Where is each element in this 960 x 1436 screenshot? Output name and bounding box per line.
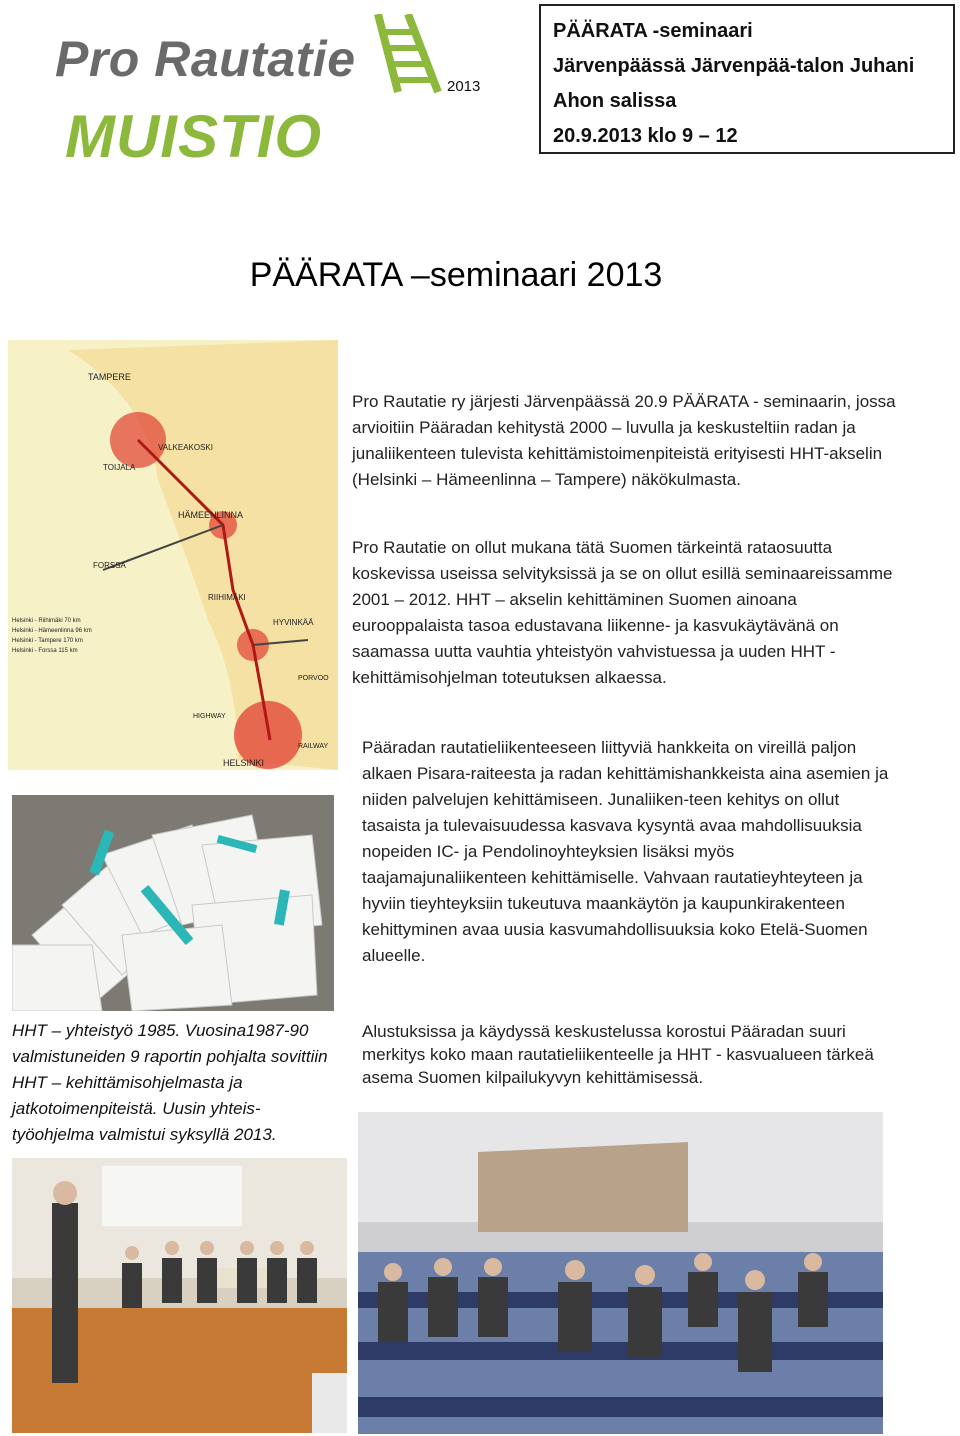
seminar-audience-photo [358,1112,883,1434]
map-label: TAMPERE [88,372,131,382]
map-label: HÄMEENLINNA [178,510,244,520]
map-legend-line: Helsinki - Forssa 115 km [12,648,78,654]
title-line: Järvenpäässä Järvenpää-talon Juhani [553,55,915,77]
conclusion-paragraph: Alustuksissa ja käydyssä keskustelussa korostui Pääradan suuri merkitys koko maan rautatieliikenteelle ja HHT - kasvualueen tärkeä asema Suomen kilpailukyvyn kehittämisessä. [362,1022,874,1087]
map-label: TOIJALA [103,463,136,472]
map-legend-line: Helsinki - Hämeenlinna 96 km [12,628,92,634]
title-line: 20.9.2013 klo 9 – 12 [553,125,738,147]
logo-wordmark: Pro Rautatie [55,31,356,87]
title-box [539,4,955,154]
map-label: PORVOO [298,675,329,682]
map-label: VALKEAKOSKI [158,443,213,452]
rail-tracks-icon [368,14,446,94]
intro-paragraph: Pro Rautatie ry järjesti Järvenpäässä 20.9 PÄÄRATA - seminaarin, jossa arvioitiin Pääradan kehitystä 2000 – luvulla ja keskusteltiin radan ja junaliikenteen tulevista kehittämistoimenpiteistä erityisesti HHT-akselin (Helsinki – Hämeenlinna – Tampere) näkökulmasta. [352,392,896,489]
reports-caption: HHT – yhteistyö 1985. Vuosina1987-90 valmistuneiden 9 raportin pohjalta sovittiin HHT – kehittämisohjelmasta ja jatkotoimenpiteistä. Uusin yhteis-työohjelma valmistui syksyllä 2013. [12,1021,328,1144]
logo-year: 2013 [447,78,481,95]
seminar-panel-photo [12,1158,347,1433]
map-label: RIIHIMÄKI [208,593,246,602]
map-label: HIGHWAY [193,713,226,720]
reports-photo [12,795,334,1011]
page-heading: PÄÄRATA –seminaari 2013 [249,256,663,294]
map-label: RAILWAY [298,743,329,750]
rail-map-image [8,340,338,770]
logo-subtitle: MUISTIO [65,103,322,170]
projects-paragraph: Pääradan rautatieliikenteeseen liittyviä hankkeita on vireillä paljon alkaen Pisara-raiteesta ja radan kehittämishankkeista aina asemien ja niiden palvelujen kehittämiseen. Junaliiken-teen kehitys on ollut tasaista ja tulevaisuudessa kasvava kysyntä avaa mahdollisuuksia nopeiden IC- ja Pendolinoyhteyksien lisäksi myös taajamajunaliikenteen kehittämiselle. Vahvaan rautatieyhteyteen ja hyviin tieyhteyksiin tukeutuva maankäytön ja kaupunkirakenteen kehittyminen avaa uusia kasvumahdollisuuksia koko Etelä-Suomen alueelle. [362,738,889,965]
map-legend-line: Helsinki - Tampere 170 km [12,638,83,644]
title-line: Ahon salissa [553,90,677,112]
background-paragraph: Pro Rautatie on ollut mukana tätä Suomen tärkeintä rataosuutta koskevissa useissa selvityksissä ja se on ollut esillä seminaareissamme 2001 – 2012. HHT – akselin kehittäminen Suomen ainoana eurooppalaista tasoa edustavana liikenne- ja kasvukäytävänä on saamassa uutta vauhtia yhteistyön vahvistuessa ja uuden HHT - kehittämisohjelman toteutuksen alkaessa. [352,538,893,687]
map-label: FORSSA [93,561,126,570]
map-label: HELSINKI [223,758,265,768]
map-legend-line: Helsinki - Riihimäki 70 km [12,618,81,624]
title-line: PÄÄRATA -seminaari [553,20,753,42]
map-label: HYVINKÄÄ [273,618,314,627]
